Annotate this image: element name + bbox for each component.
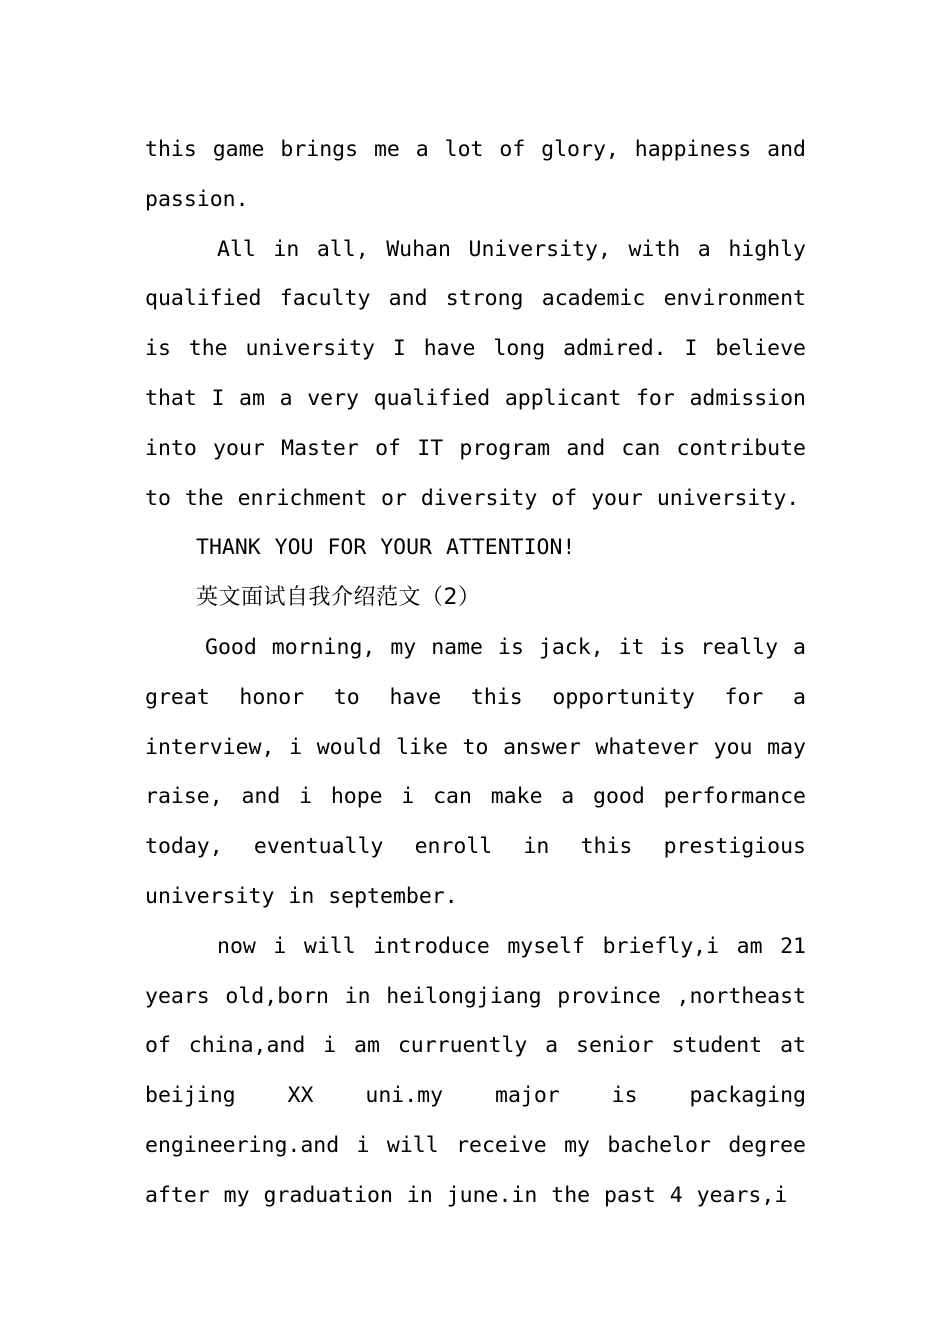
paragraph-conclusion: All in all, Wuhan University, with a highly qualified faculty and strong academic environment is the university I have long admired. I believe that I am a very qualified applicant for admission into your Master of IT program and can contribute to the enrichment or diversity of your university. [145,236,806,511]
paragraph-greeting: Good morning, my name is jack, it is really a great honor to have this opportunity for a interview, i would like to answer whatever you may raise, and i hope i can make a good performance today, eventually enroll in this prestigious university in september. [145,634,806,909]
section-heading: 英文面试自我介绍范文（2） [196,585,481,611]
paragraph-thank-you: THANK YOU FOR YOUR ATTENTION! [196,535,576,561]
paragraph-introduction: now i will introduce myself briefly,i am 21 years old,born in heilongjiang province ,northeast of china,and i am curruently a senior student at beijing XX uni.my major is packaging engineering.and i will receive my bachelor degree after my graduation in june.in the past 4 years,i [145,933,806,1208]
paragraph-passion: this game brings me a lot of glory, happiness and passion. [145,137,806,212]
document-body [145,125,806,1221]
